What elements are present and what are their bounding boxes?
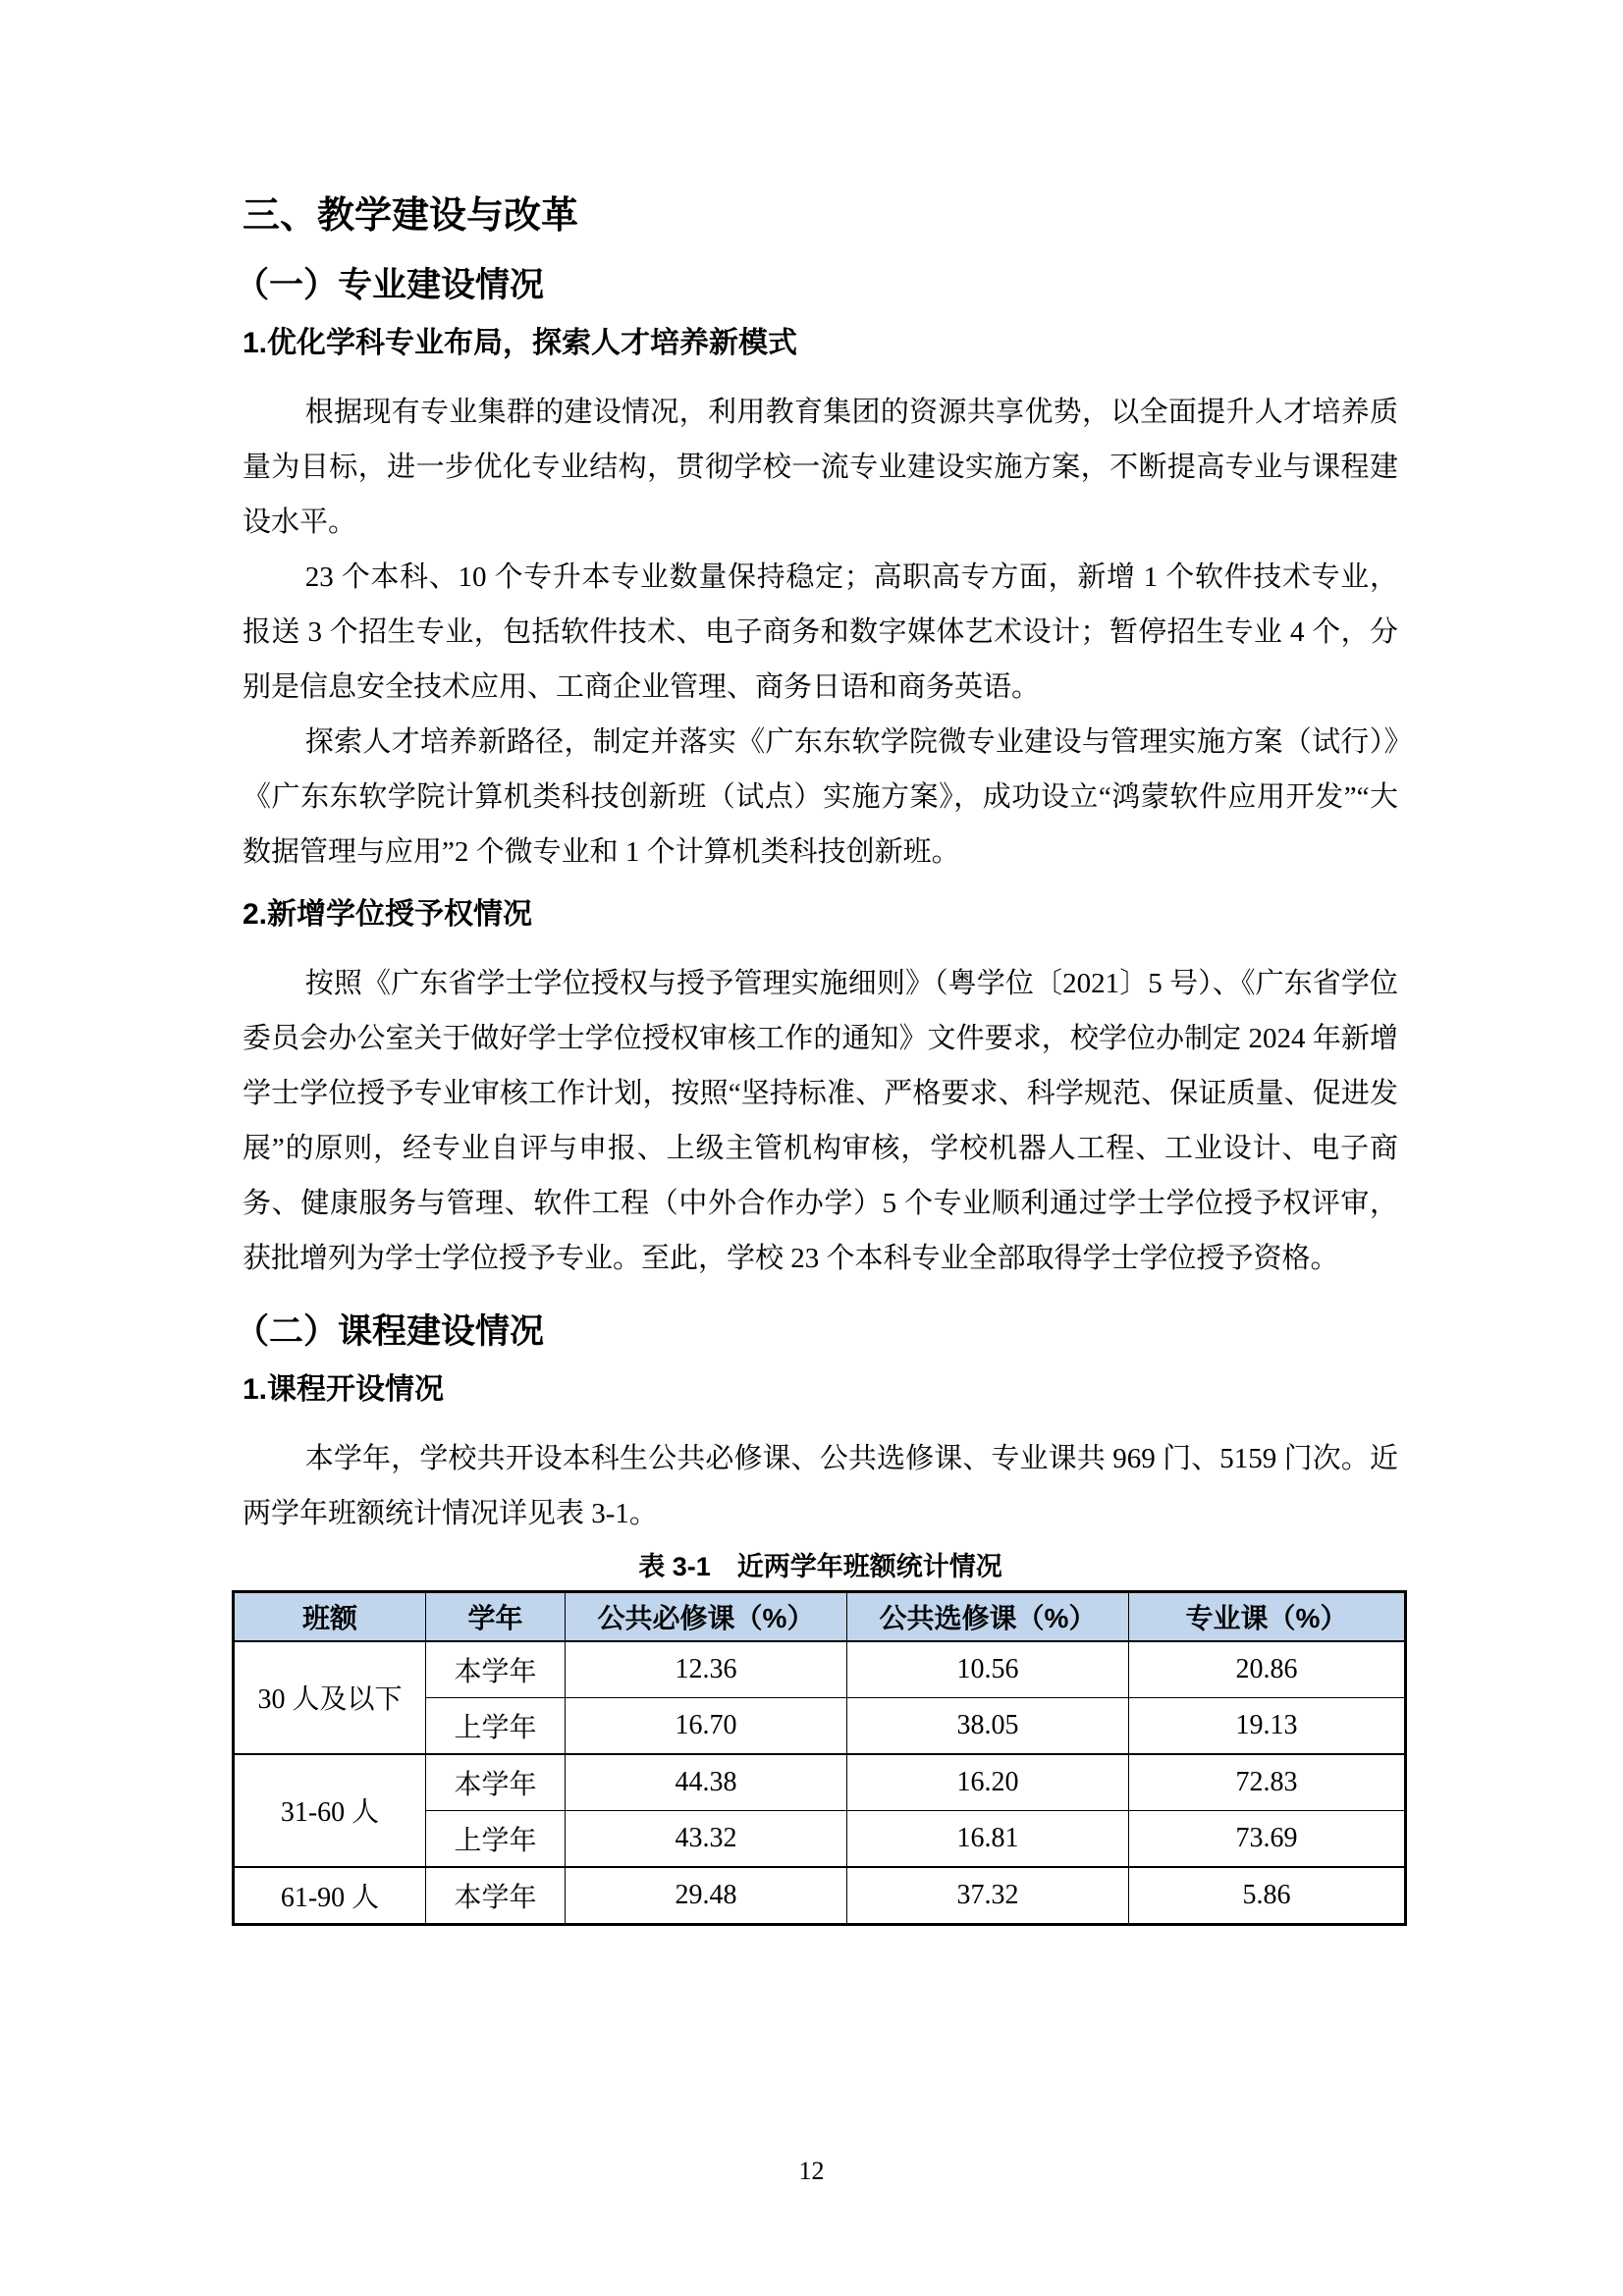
section-2-heading: （二）课程建设情况 <box>235 1311 545 1351</box>
table-cell: 37.32 <box>847 1867 1129 1925</box>
table-cell: 本学年 <box>426 1641 566 1698</box>
chapter-heading: 三、教学建设与改革 <box>243 195 579 237</box>
class-size-statistics-table <box>232 1590 1407 1926</box>
paragraph-1: 根据现有专业集群的建设情况，利用教育集团的资源共享优势，以全面提升人才培养质量为目标，进一步优化专业结构，贯彻学校一流专业建设实施方案，不断提高专业与课程建设水平。 <box>243 396 1398 538</box>
paragraph-3: 探索人才培养新路径，制定并落实《广东东软学院微专业建设与管理实施方案（试行）》《广东东软学院计算机类科技创新班（试点）实施方案》，成功设立“鸿蒙软件应用开发”“大数据管理与应用”2 个微专业和 1 个计算机类科技创新班。 <box>243 725 1398 868</box>
header-cell-required-courses: 公共必修课（%） <box>566 1591 847 1641</box>
paragraph-4: 按照《广东省学士学位授权与授予管理实施细则》（粤学位〔2021〕5 号）、《广东省学位委员会办公室关于做好学士学位授权审核工作的通知》文件要求，校学位办制定 2024 年新增学士学位授予专业审核工作计划，按照“坚持标准、严格要求、科学规范、保证质量、促进发展”的原则，经专业自评与申报、上级主管机构审核，学校机器人工程、工业设计、电子商务、健康服务与管理、软件工程（中外合作办学）5 个专业顺利通过学士学位授予权评审，获批增列为学士学位授予专业。至此，学校 23 个本科专业全部取得学士学位授予资格。 <box>243 967 1398 1274</box>
header-cell-class-size: 班额 <box>234 1591 426 1641</box>
table-cell: 5.86 <box>1129 1867 1406 1925</box>
table-header-row <box>234 1591 1406 1641</box>
table-cell: 上学年 <box>426 1810 566 1867</box>
table-cell: 上学年 <box>426 1697 566 1754</box>
table-row <box>234 1754 1406 1811</box>
header-cell-school-year: 学年 <box>426 1591 566 1641</box>
table-cell: 20.86 <box>1129 1641 1406 1698</box>
table-cell: 44.38 <box>566 1754 847 1811</box>
table-cell: 16.20 <box>847 1754 1129 1811</box>
table-cell: 本学年 <box>426 1754 566 1811</box>
section-1-subheading-2: 2.新增学位授予权情况 <box>243 897 533 931</box>
paragraph-2: 23 个本科、10 个专升本专业数量保持稳定；高职高专方面，新增 1 个软件技术专业，报送 3 个招生专业，包括软件技术、电子商务和数字媒体艺术设计；暂停招生专业 4 个，分别是信息安全技术应用、工商企业管理、商务日语和商务英语。 <box>243 561 1398 703</box>
table-cell: 16.70 <box>566 1697 847 1754</box>
table-cell: 73.69 <box>1129 1810 1406 1867</box>
page-number: 12 <box>798 2157 825 2185</box>
table-cell: 43.32 <box>566 1810 847 1867</box>
table-row <box>234 1641 1406 1698</box>
paragraph-5: 本学年，学校共开设本科生公共必修课、公共选修课、专业课共 969 门、5159 门次。近两学年班额统计情况详见表 3-1。 <box>243 1442 1398 1529</box>
section-1-heading: （一）专业建设情况 <box>235 265 545 304</box>
table-cell: 29.48 <box>566 1867 847 1925</box>
table-cell: 本学年 <box>426 1867 566 1925</box>
table-cell: 12.36 <box>566 1641 847 1698</box>
header-cell-major-courses: 专业课（%） <box>1129 1591 1406 1641</box>
header-cell-elective-courses: 公共选修课（%） <box>847 1591 1129 1641</box>
table-row <box>234 1867 1406 1925</box>
table-cell: 19.13 <box>1129 1697 1406 1754</box>
table-caption: 表 3-1 近两学年班额统计情况 <box>638 1551 1002 1581</box>
page-content <box>235 194 1398 1926</box>
section-2-subheading-1: 1.课程开设情况 <box>243 1372 445 1406</box>
section-1-subheading-1: 1.优化学科专业布局，探索人才培养新模式 <box>243 326 798 359</box>
table-cell: 38.05 <box>847 1697 1129 1754</box>
table-cell: 10.56 <box>847 1641 1129 1698</box>
table-cell: 72.83 <box>1129 1754 1406 1811</box>
group-label-cell: 30 人及以下 <box>234 1641 426 1754</box>
group-label-cell: 31-60 人 <box>234 1754 426 1867</box>
table-cell: 16.81 <box>847 1810 1129 1867</box>
group-label-cell: 61-90 人 <box>234 1867 426 1925</box>
